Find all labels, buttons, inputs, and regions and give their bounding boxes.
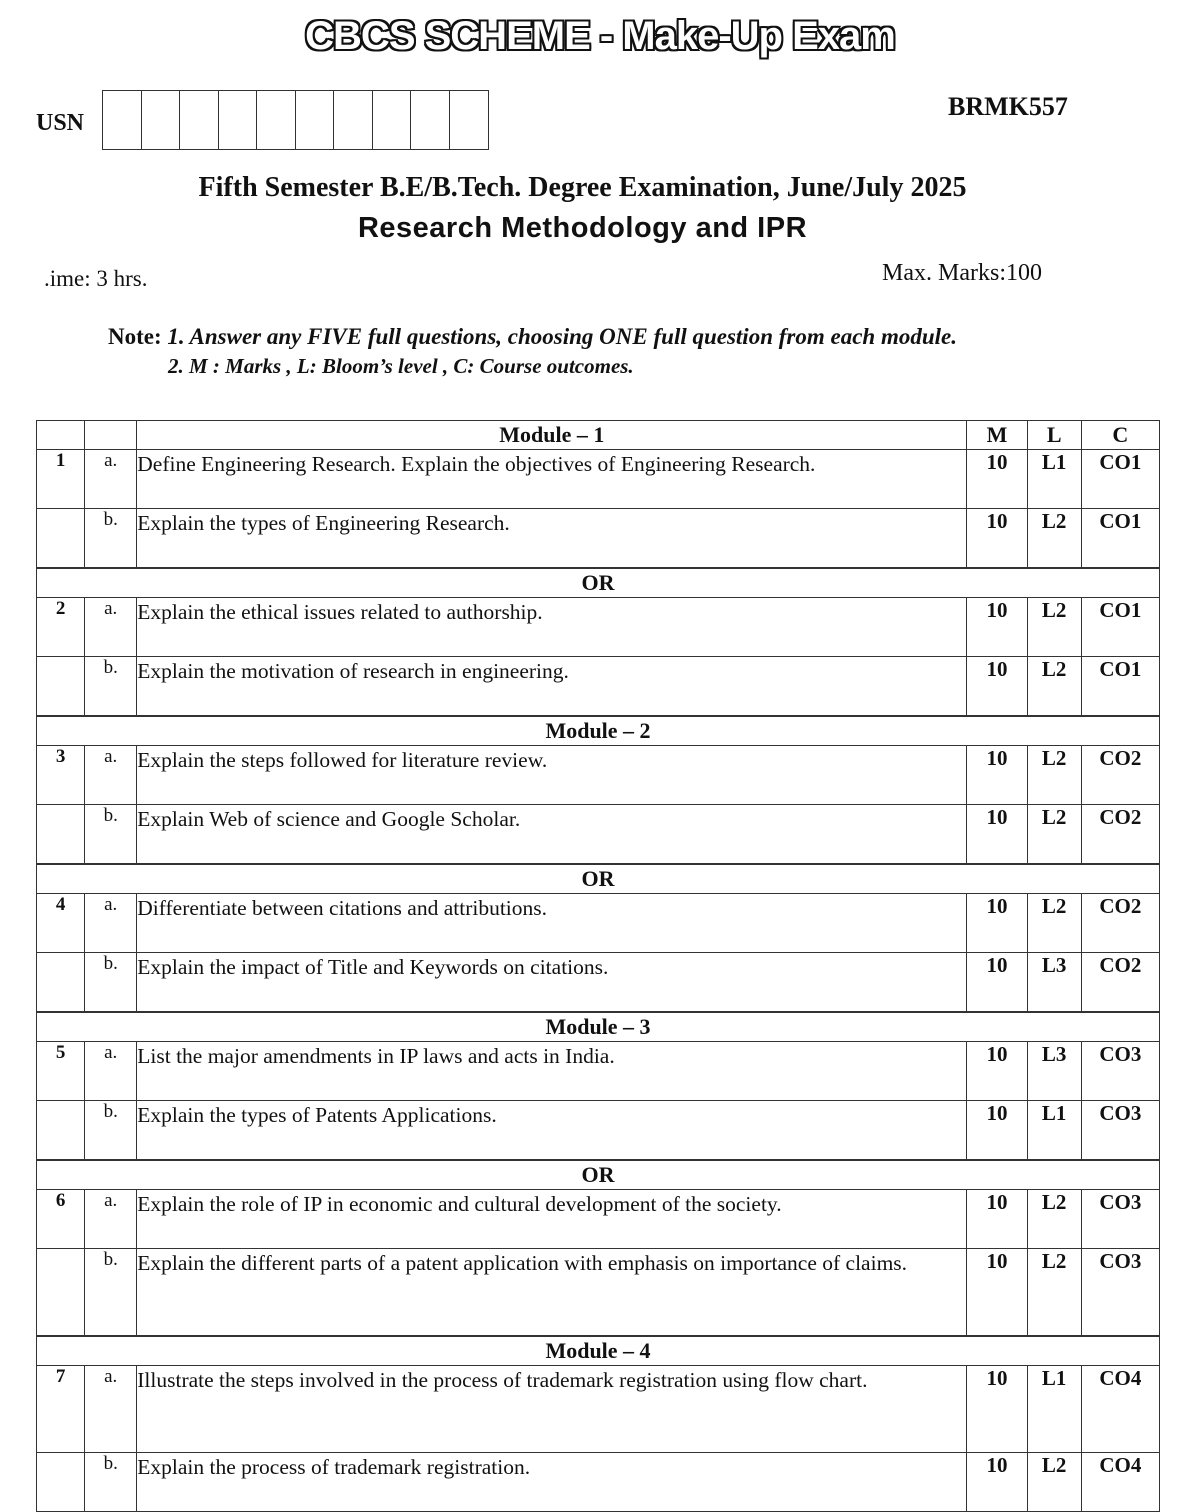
exam-title: Fifth Semester B.E/B.Tech. Degree Examination, June/July 2025 [198,172,967,203]
question-level: L2 [1027,1249,1081,1337]
question-part: a. [85,746,137,805]
question-row [37,1453,1160,1512]
question-marks: 10 [967,1453,1027,1512]
question-text: List the major amendments in IP laws and acts in India. [137,1042,967,1101]
question-part: b. [85,657,137,717]
question-part: a. [85,450,137,509]
note-prefix: Note: [108,324,162,349]
or-label: OR [37,1160,1160,1190]
question-part: b. [85,1249,137,1337]
subject-title: Research Methodology and IPR [357,212,808,244]
question-row [37,1366,1160,1453]
question-part: a. [85,1190,137,1249]
module-title: Module – 2 [37,716,1160,746]
time-allowed: .ime: 3 hrs. [44,266,148,291]
question-number: 2 [37,598,85,657]
question-marks: 10 [967,805,1027,865]
usn-box[interactable] [373,91,412,149]
question-row [37,805,1160,865]
question-number: 3 [37,746,85,805]
module-header-row [37,421,1160,450]
usn-box[interactable] [334,91,373,149]
question-level: L1 [1027,450,1081,509]
question-level: L3 [1027,1042,1081,1101]
or-row [37,864,1160,894]
usn-box[interactable] [411,91,450,149]
max-marks: Max. Marks:100 [882,260,1042,286]
question-text: Explain the types of Engineering Research. [137,509,967,569]
header-marks: M [967,421,1027,450]
question-part: b. [85,953,137,1013]
module-title: Module – 4 [37,1336,1160,1366]
question-text: Define Engineering Research. Explain the objectives of Engineering Research. [137,450,967,509]
module-row [37,1336,1160,1366]
question-level: L2 [1027,598,1081,657]
question-level: L2 [1027,746,1081,805]
question-level: L1 [1027,1366,1081,1453]
subject-code: BRMK557 [948,92,1068,121]
usn-input-boxes[interactable] [102,90,489,150]
question-level: L2 [1027,509,1081,569]
question-row [37,598,1160,657]
question-outcome: CO4 [1081,1366,1159,1453]
question-number: 4 [37,894,85,953]
question-row [37,746,1160,805]
question-row [37,1042,1160,1101]
usn-box[interactable] [142,91,181,149]
question-number [37,1453,85,1512]
question-marks: 10 [967,1190,1027,1249]
question-outcome: CO4 [1081,1453,1159,1512]
question-part: b. [85,1453,137,1512]
question-part: a. [85,598,137,657]
question-number: 1 [37,450,85,509]
module-row [37,716,1160,746]
header-outcome: C [1081,421,1159,450]
question-number [37,805,85,865]
question-marks: 10 [967,598,1027,657]
header-level: L [1027,421,1081,450]
question-row [37,450,1160,509]
usn-box[interactable] [257,91,296,149]
scheme-banner: CBCS SCHEME - Make-Up Exam [305,14,895,58]
module-row [37,1012,1160,1042]
usn-box[interactable] [219,91,258,149]
question-row [37,509,1160,569]
question-level: L2 [1027,805,1081,865]
question-marks: 10 [967,1366,1027,1453]
question-marks: 10 [967,1249,1027,1337]
question-part: a. [85,894,137,953]
questions-table [36,420,1160,1512]
usn-box[interactable] [450,91,489,149]
question-outcome: CO2 [1081,746,1159,805]
question-marks: 10 [967,657,1027,717]
question-marks: 10 [967,953,1027,1013]
question-number: 6 [37,1190,85,1249]
question-outcome: CO3 [1081,1042,1159,1101]
question-marks: 10 [967,1101,1027,1161]
question-outcome: CO3 [1081,1101,1159,1161]
note-line-2: 2. M : Marks , L: Bloom’s level , C: Course outcomes. [168,354,634,378]
question-outcome: CO1 [1081,450,1159,509]
question-text: Explain the steps followed for literature review. [137,746,967,805]
question-number [37,657,85,717]
question-text: Explain the ethical issues related to authorship. [137,598,967,657]
usn-box[interactable] [296,91,335,149]
usn-box[interactable] [180,91,219,149]
question-outcome: CO3 [1081,1249,1159,1337]
question-outcome: CO1 [1081,657,1159,717]
question-text: Differentiate between citations and attributions. [137,894,967,953]
question-number [37,953,85,1013]
question-marks: 10 [967,509,1027,569]
question-part: b. [85,509,137,569]
question-part: b. [85,805,137,865]
or-label: OR [37,568,1160,598]
or-row [37,1160,1160,1190]
question-level: L2 [1027,657,1081,717]
question-row [37,953,1160,1013]
question-outcome: CO1 [1081,598,1159,657]
question-level: L2 [1027,1453,1081,1512]
question-level: L2 [1027,1190,1081,1249]
question-row [37,1190,1160,1249]
question-part: b. [85,1101,137,1161]
question-outcome: CO2 [1081,894,1159,953]
question-text: Explain the role of IP in economic and cultural development of the society. [137,1190,967,1249]
question-outcome: CO3 [1081,1190,1159,1249]
note-line-1 [108,324,957,350]
question-text: Explain the different parts of a patent application with emphasis on importance of claims. [137,1249,967,1337]
question-level: L2 [1027,894,1081,953]
question-marks: 10 [967,894,1027,953]
question-outcome: CO2 [1081,805,1159,865]
usn-label: USN [36,110,85,136]
question-number: 7 [37,1366,85,1453]
question-row [37,1249,1160,1337]
question-row [37,894,1160,953]
question-marks: 10 [967,746,1027,805]
question-row [37,1101,1160,1161]
module-title: Module – 1 [137,421,967,450]
question-outcome: CO1 [1081,509,1159,569]
module-title: Module – 3 [37,1012,1160,1042]
question-number [37,509,85,569]
question-marks: 10 [967,450,1027,509]
question-number [37,1101,85,1161]
question-part: a. [85,1366,137,1453]
question-level: L3 [1027,953,1081,1013]
question-text: Explain the types of Patents Applications. [137,1101,967,1161]
or-row [37,568,1160,598]
question-number [37,1249,85,1337]
question-text: Explain the motivation of research in engineering. [137,657,967,717]
or-label: OR [37,864,1160,894]
question-marks: 10 [967,1042,1027,1101]
usn-box[interactable] [103,91,142,149]
question-text: Illustrate the steps involved in the process of trademark registration using flow chart. [137,1366,967,1453]
question-row [37,657,1160,717]
question-level: L1 [1027,1101,1081,1161]
question-part: a. [85,1042,137,1101]
question-text: Explain the impact of Title and Keywords on citations. [137,953,967,1013]
question-outcome: CO2 [1081,953,1159,1013]
question-number: 5 [37,1042,85,1101]
question-text: Explain Web of science and Google Scholar. [137,805,967,865]
question-text: Explain the process of trademark registration. [137,1453,967,1512]
note-instruction-1: 1. Answer any FIVE full questions, choosing ONE full question from each module. [167,324,957,349]
